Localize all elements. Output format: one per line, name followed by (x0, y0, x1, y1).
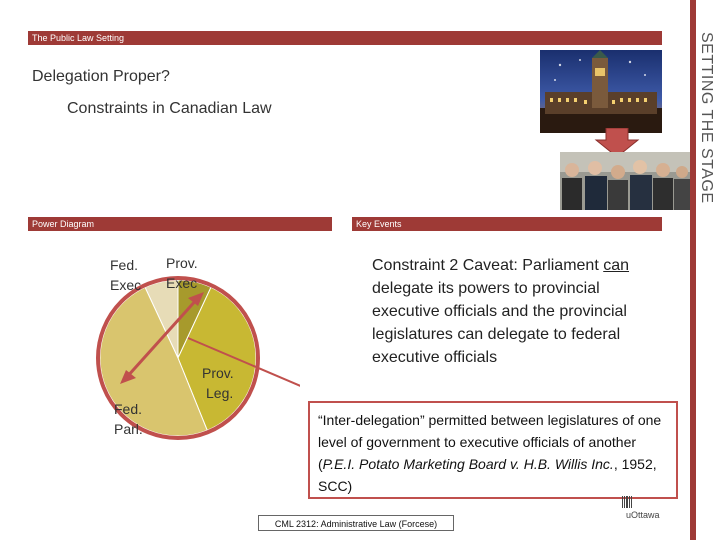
section-header-text: The Public Law Setting (32, 33, 125, 43)
section-header-bar (28, 31, 662, 45)
side-title (693, 32, 720, 204)
key-events-label: Key Events (356, 219, 402, 229)
power-diagram (80, 240, 300, 460)
parliament-photo (540, 50, 662, 133)
barcode-icon (622, 496, 632, 508)
officials-photo (560, 152, 690, 210)
prov-exec-label-2: Exec (166, 275, 198, 291)
power-diagram-label: Power Diagram (32, 219, 95, 229)
key-events-bar (352, 217, 662, 231)
fed-parl-label-2: Parl. (114, 421, 143, 437)
inter-delegation-box (308, 401, 678, 499)
slide-title: Delegation Proper? (32, 68, 170, 85)
footer-course: CML 2312: Administrative Law (Forcese) (258, 515, 454, 531)
caveat-rest: delegate its powers to provincial executive officials and the provincial legislatures can delegate to federal executive officials (372, 280, 627, 366)
fed-exec-label-2: Exec (110, 277, 142, 293)
fed-exec-label-1: Fed. (110, 257, 139, 273)
fed-parl-label-1: Fed. (114, 401, 143, 417)
inter-text-1: “Inter-delegation” permitted between legislatures of one level of government to executive officials of another ( (318, 412, 662, 472)
power-diagram-bar (28, 217, 332, 231)
slide-subtitle: Constraints in Canadian Law (67, 100, 272, 117)
inter-text-2: , 1952, SCC) (318, 456, 657, 494)
side-title-text: SETTING THE STAGE (698, 32, 715, 204)
case-citation: P.E.I. Potato Marketing Board v. H.B. Willis Inc. (322, 456, 614, 472)
uottawa-logo: uOttawa (626, 510, 660, 520)
caveat-can: can (603, 257, 630, 274)
prov-leg-label-1: Prov. (202, 365, 234, 381)
caveat-lead: Constraint 2 Caveat: Parliament (372, 257, 599, 274)
prov-exec-label-1: Prov. (166, 255, 198, 271)
prov-leg-label-2: Leg. (206, 385, 234, 401)
caveat-text (372, 254, 662, 369)
